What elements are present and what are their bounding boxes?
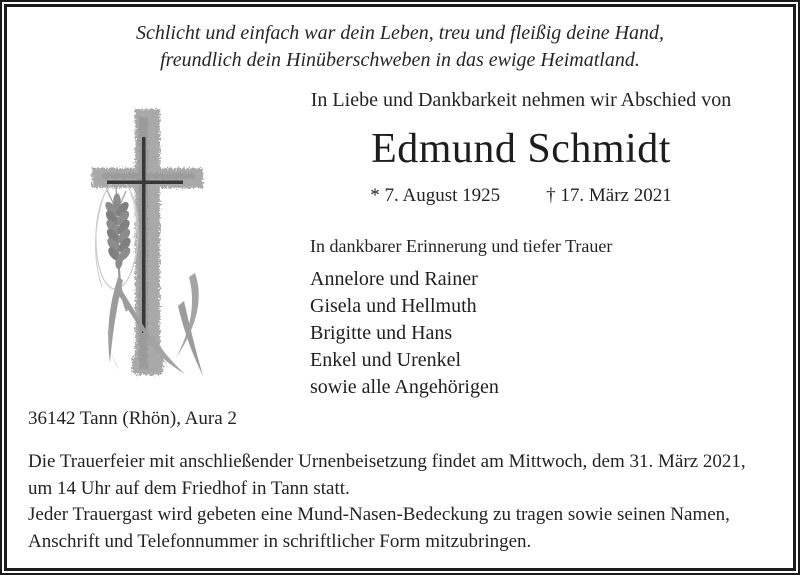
deceased-name: Edmund Schmidt [371, 126, 671, 172]
mourner-name: Gisela und Hellmuth [310, 295, 477, 317]
mourner-name: Brigitte und Hans [310, 322, 453, 344]
covid-notice-line-1: Jeder Trauergast wird gebeten eine Mund-Nasen-Bedeckung zu tragen sowie seinen Namen, [28, 504, 730, 525]
mourning-section [310, 234, 612, 401]
death-date: † 17. März 2021 [546, 185, 672, 206]
funeral-info-line-2: um 14 Uhr auf dem Friedhof in Tann statt. [28, 478, 350, 499]
mourner-name: sowie alle Angehörigen [310, 376, 499, 398]
funeral-info [28, 448, 776, 502]
epigraph [0, 20, 800, 74]
life-dates [290, 184, 752, 208]
covid-notice-line-2: Anschrift und Telefonnummer in schriftlicher Form mitzubringen. [28, 531, 532, 552]
birth-date: * 7. August 1925 [370, 185, 501, 206]
epigraph-line-1: Schlicht und einfach war dein Leben, treu und fleißig deine Hand, [135, 22, 665, 44]
intro-line: In Liebe und Dankbarkeit nehmen wir Abschied von [310, 89, 732, 111]
epigraph-line-2: freundlich dein Hinüberschweben in das ewige Heimatland. [160, 49, 640, 71]
mourning-intro: In dankbarer Erinnerung und tiefer Trauer [310, 236, 613, 256]
address: 36142 Tann (Rhön), Aura 2 [28, 408, 237, 429]
main-announcement [290, 88, 752, 208]
mourner-name: Enkel und Urenkel [310, 349, 462, 371]
mourner-name: Annelore und Rainer [310, 268, 478, 290]
covid-notice [28, 501, 776, 555]
cross-and-wheat-illustration [60, 95, 220, 385]
funeral-info-line-1: Die Trauerfeier mit anschließender Urnenbeisetzung findet am Mittwoch, dem 31. März 2021, [28, 451, 746, 472]
mourners-list [310, 266, 612, 401]
